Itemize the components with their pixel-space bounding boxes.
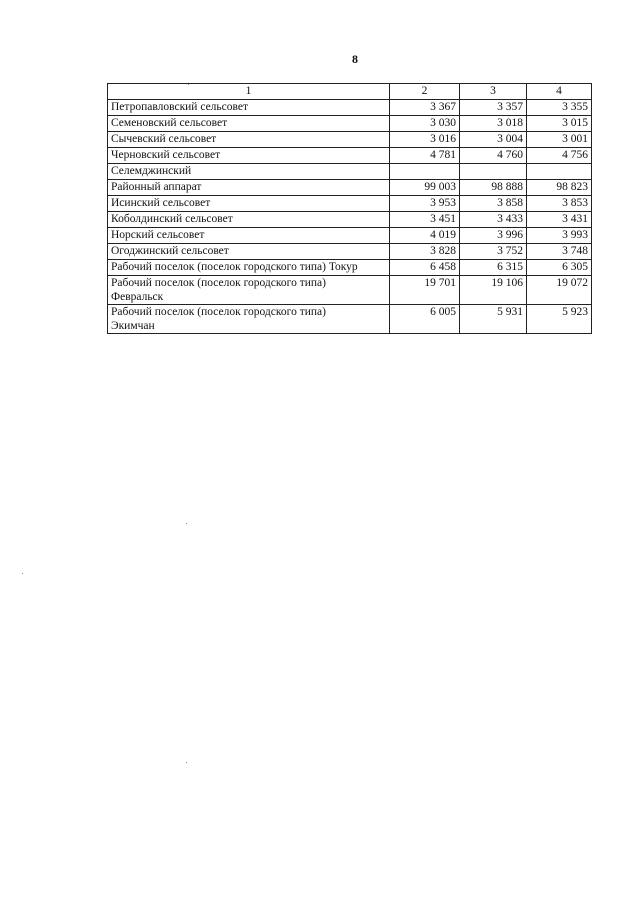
table-row	[108, 180, 592, 196]
row-name: Коболдинский сельсовет	[108, 212, 390, 228]
row-value-2: 4 781	[390, 148, 460, 164]
table-row	[108, 228, 592, 244]
scan-speck	[188, 84, 189, 85]
row-name: Исинский сельсовет	[108, 196, 390, 212]
row-value-4: 3 015	[527, 116, 592, 132]
page-number: 8	[352, 52, 358, 66]
table-row	[108, 260, 592, 276]
row-name: Рабочий поселок (поселок городского типа)	[111, 277, 326, 289]
row-value-2: 3 828	[390, 244, 460, 260]
row-name: Норский сельсовет	[108, 228, 390, 244]
row-value-2	[390, 164, 460, 180]
row-value-4: 6 305	[527, 260, 592, 276]
scan-speck	[186, 762, 187, 763]
table-row	[108, 164, 592, 180]
table-row	[108, 244, 592, 260]
column-header-2: 2	[390, 84, 460, 100]
row-value-3: 3 996	[460, 228, 527, 244]
table-row	[108, 100, 592, 116]
column-header-1: 1	[108, 84, 390, 100]
table-row	[108, 276, 592, 305]
row-value-3: 5 931	[460, 305, 527, 334]
row-value-3: 3 858	[460, 196, 527, 212]
table-row	[108, 305, 592, 334]
row-value-2: 3 451	[390, 212, 460, 228]
row-value-4: 5 923	[527, 305, 592, 334]
row-value-4: 4 756	[527, 148, 592, 164]
table-row	[108, 116, 592, 132]
row-value-4	[527, 164, 592, 180]
row-value-3: 19 106	[460, 276, 527, 305]
row-value-3: 98 888	[460, 180, 527, 196]
row-value-4: 3 355	[527, 100, 592, 116]
row-value-2: 3 367	[390, 100, 460, 116]
row-name-continuation: Февральск	[111, 291, 164, 303]
data-table	[107, 83, 592, 334]
row-value-2: 6 005	[390, 305, 460, 334]
row-value-4: 3 001	[527, 132, 592, 148]
row-name-cell	[108, 305, 390, 334]
row-name: Черновский сельсовет	[108, 148, 390, 164]
row-name: Петропавловский сельсовет	[108, 100, 390, 116]
row-value-3	[460, 164, 527, 180]
row-value-3: 6 315	[460, 260, 527, 276]
column-header-3: 3	[460, 84, 527, 100]
row-name: Рабочий поселок (поселок городского типа)	[111, 306, 326, 318]
column-header-4: 4	[527, 84, 592, 100]
row-name-cell	[108, 276, 390, 305]
scan-speck	[186, 523, 187, 524]
row-value-2: 99 003	[390, 180, 460, 196]
row-value-4: 3 748	[527, 244, 592, 260]
table-header-row	[108, 84, 592, 100]
row-name-continuation: Экимчан	[111, 320, 155, 332]
row-value-2: 3 030	[390, 116, 460, 132]
row-name: Селемджинский	[108, 164, 390, 180]
row-value-4: 98 823	[527, 180, 592, 196]
row-value-3: 3 004	[460, 132, 527, 148]
row-value-4: 3 431	[527, 212, 592, 228]
row-value-4: 3 993	[527, 228, 592, 244]
row-value-4: 19 072	[527, 276, 592, 305]
table-row	[108, 212, 592, 228]
row-value-4: 3 853	[527, 196, 592, 212]
row-name: Сычевский сельсовет	[108, 132, 390, 148]
row-value-3: 3 357	[460, 100, 527, 116]
row-value-2: 6 458	[390, 260, 460, 276]
row-name: Огоджинский сельсовет	[108, 244, 390, 260]
row-value-3: 3 018	[460, 116, 527, 132]
table-row	[108, 132, 592, 148]
row-name: Семеновский сельсовет	[108, 116, 390, 132]
row-value-2: 19 701	[390, 276, 460, 305]
row-value-2: 3 953	[390, 196, 460, 212]
row-value-3: 3 752	[460, 244, 527, 260]
table-row	[108, 148, 592, 164]
row-value-2: 3 016	[390, 132, 460, 148]
row-name: Районный аппарат	[108, 180, 390, 196]
row-name: Рабочий поселок (поселок городского типа) Токур	[108, 260, 390, 276]
row-value-2: 4 019	[390, 228, 460, 244]
row-value-3: 3 433	[460, 212, 527, 228]
row-value-3: 4 760	[460, 148, 527, 164]
scan-speck	[22, 573, 23, 574]
table-row	[108, 196, 592, 212]
